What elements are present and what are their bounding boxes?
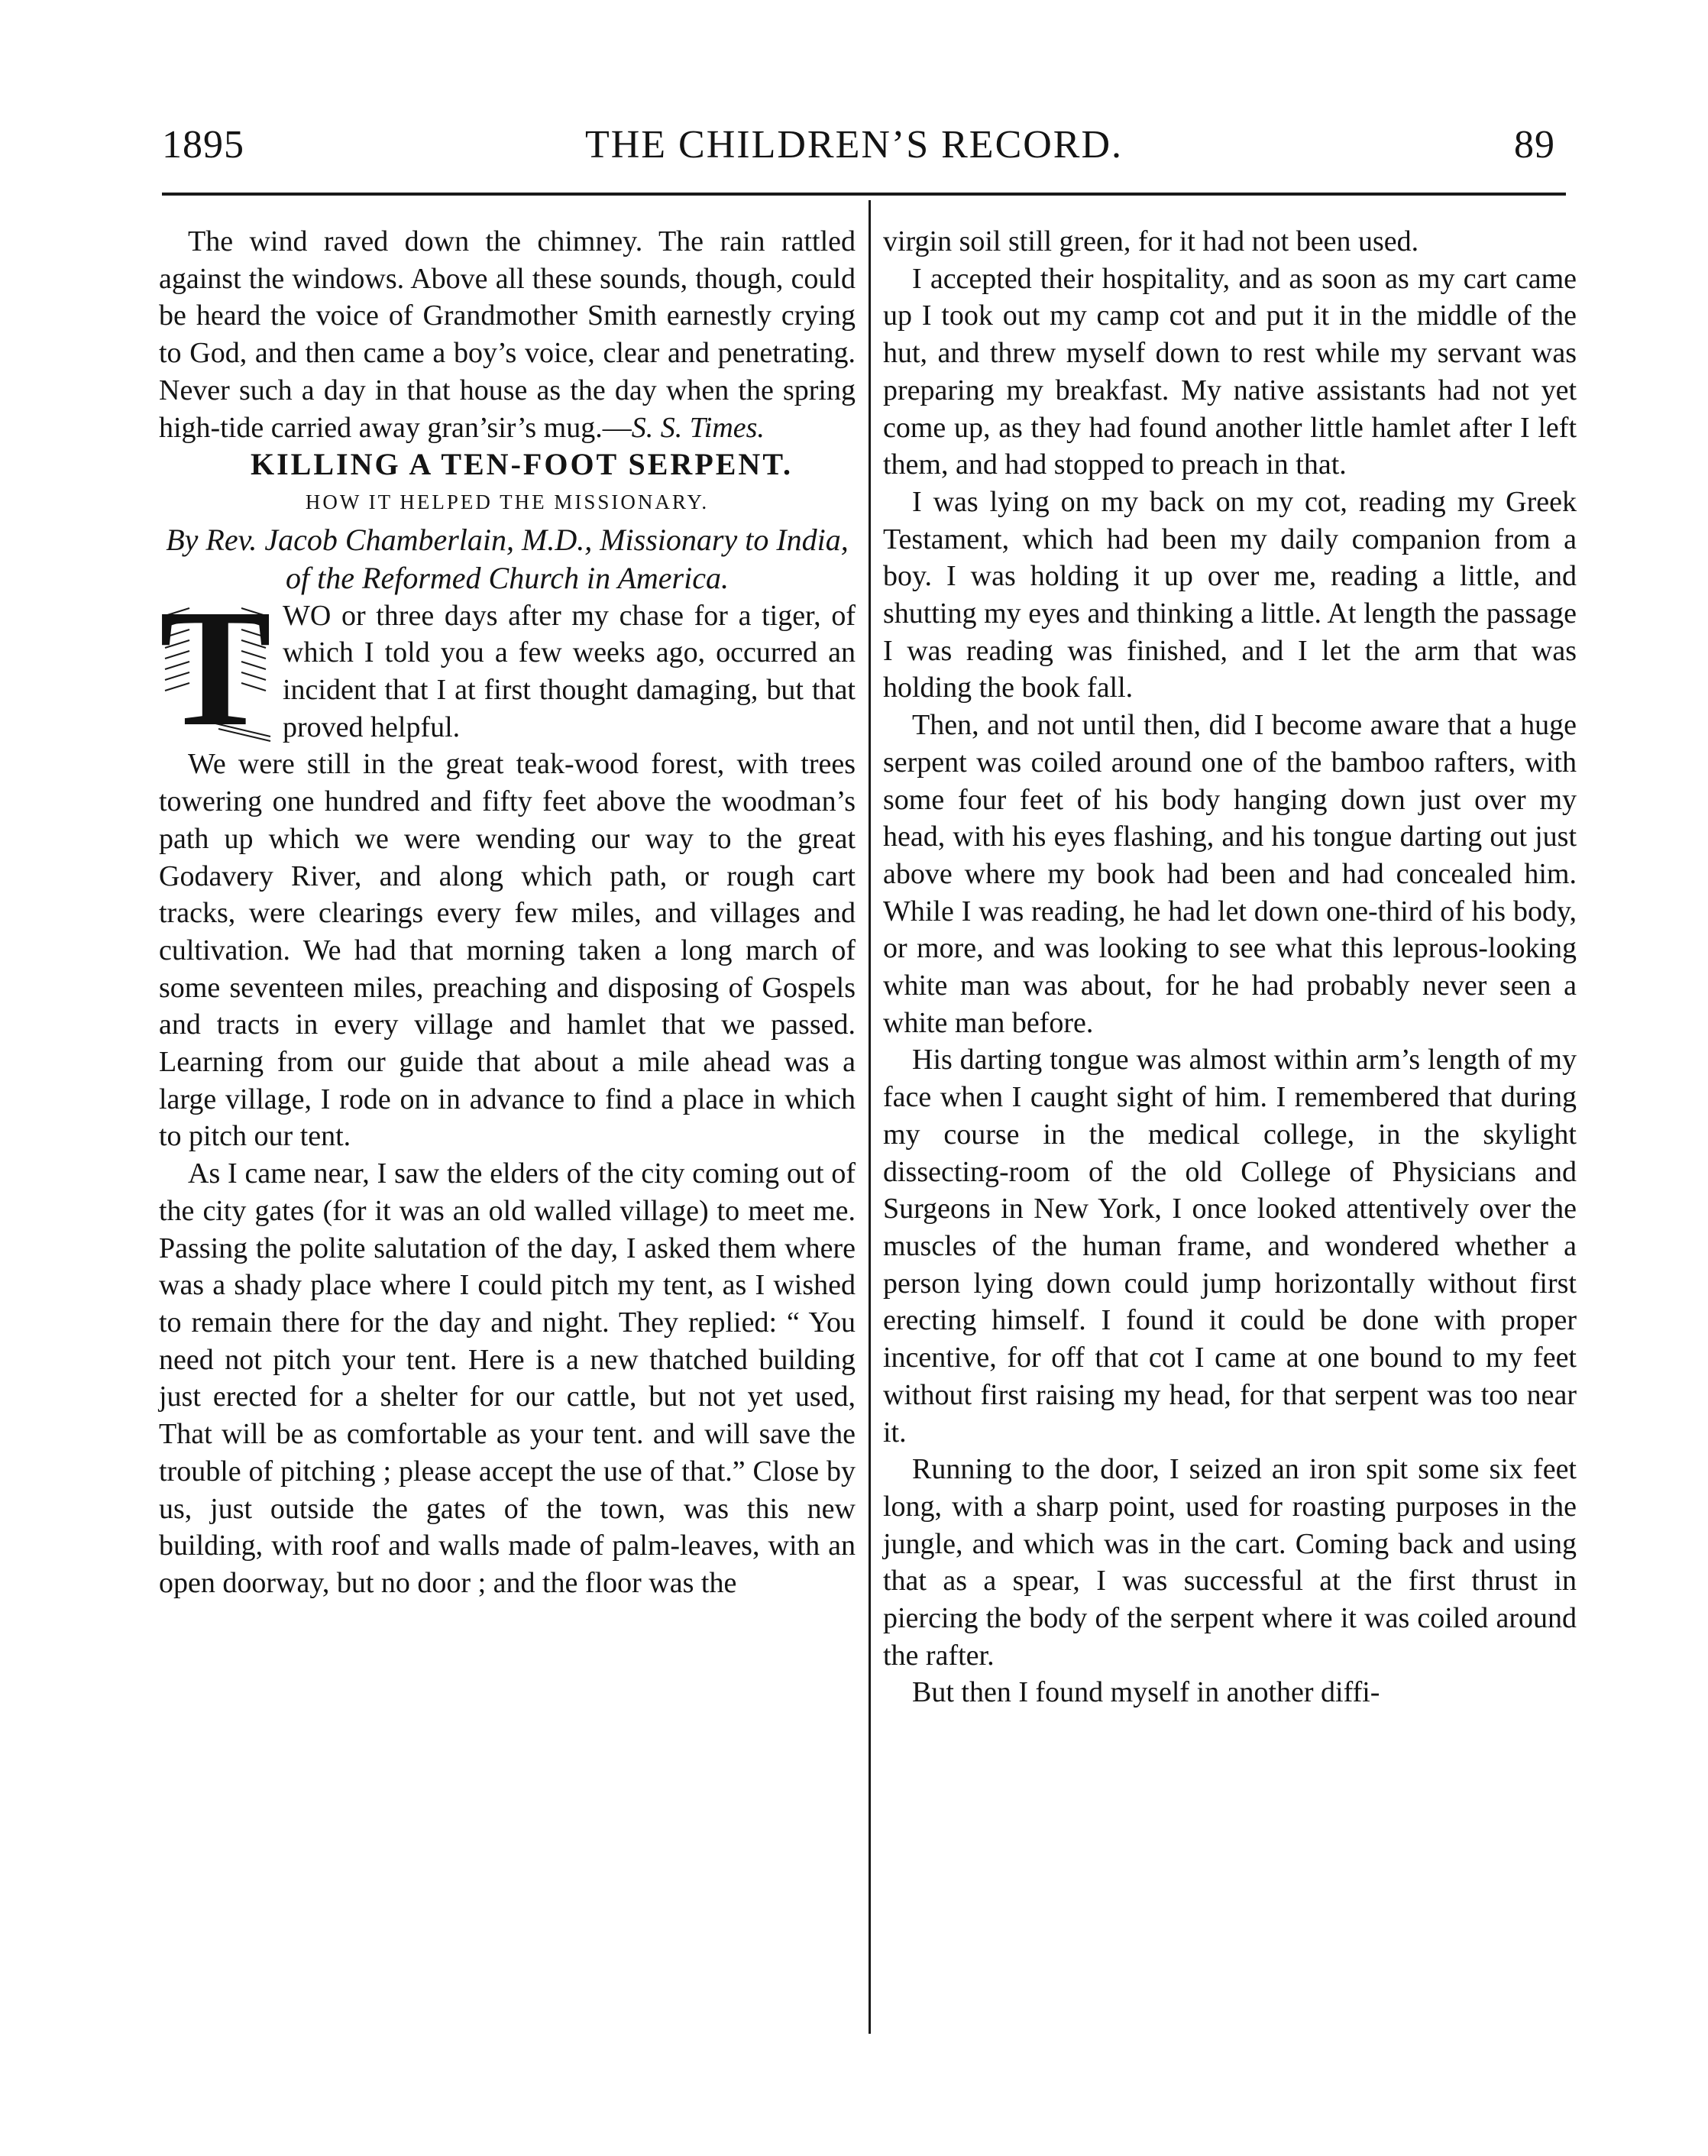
article-title: KILLING A TEN-FOOT SERPENT. [250,447,794,482]
article-paragraph-8: Running to the door, I seized an iron spit some six feet long, with a sharp point, used for roasting purposes in the jungle, and which was in the cart. Coming back and using that as a spear, I was successful at the first thrust in piercing the body of the serpent where it was coiled around the rafter. [883,1453,1577,1672]
left-column [159,223,856,1602]
article-byline: By Rev. Jacob Chamberlain, M.D., Missionary to India, of the Reformed Church in America. [166,522,849,595]
article-paragraph-5: I was lying on my back on my cot, reading my Greek Testament, which had been my daily companion from a boy. I was holding it up over me, reading a little, and shutting my eyes and thinking a little. At length the passage I was reading was finished, and I let the arm that was holding the book fall. [883,485,1577,704]
article-paragraph-6: Then, and not until then, did I become aware that a huge serpent was coiled around one of the bamboo rafters, with some four feet of his body hanging down just over my head, with his eyes flashing, and his tongue darting out just above where my book had been and had concealed him. While I was reading, he had let down one-third of his body, or more, and was looking to see what this leprous-looking white man was about, for he had probably never seen a white man before. [883,709,1577,1039]
right-column [883,223,1577,1711]
article-paragraph-3: As I came near, I saw the elders of the city coming out of the city gates (for it was an old walled village) to meet me. Passing the polite salutation of the day, I asked them where was a shady place where I could pitch my tent, as I wished to remain there for the day and night. They replied: “ You need not pitch your tent. Here is a new thatched building just erected for a shelter for our cattle, but not yet used, That will be as comfortable as your tent. and will save the trouble of pitching ; please accept the use of that.” Close by us, just outside the gates of the town, was this new building, with roof and walls made of palm-leaves, with an open doorway, but no door ; and the floor was the [159,1157,856,1599]
article-paragraph-1-text: WO or three days after my chase for a tiger, of which I told you a few weeks ago, occurred an incident that I at first thought damaging, but that proved helpful. [283,599,856,743]
drop-cap-letter: T [159,574,272,761]
article-paragraph-3-continued: virgin soil still green, for it had not been used. [883,225,1419,257]
header-title: THE CHILDREN’S RECORD. [584,123,1124,167]
column-divider [869,200,871,2034]
drop-cap [159,574,272,761]
header-year: 1895 [162,123,244,167]
article-paragraph-7: His darting tongue was almost within arm’s length of my face when I caught sight of him. I remembered that during my course in the medical college, in the skylight dissecting-room of the old College of Physicians and Surgeons in New York, I once looked attentively over the muscles of the human frame, and wondered whether a person lying down could jump horizontally without first erecting himself. I found it could be done with proper incentive, for off that cot I came at one bound to my feet without first raising my head, for that serpent was too near it. [883,1044,1577,1449]
article-subtitle: HOW IT HELPED THE MISSIONARY. [305,490,710,513]
header-rule [162,193,1566,196]
previous-article-source: S. S. Times. [631,411,765,444]
article-paragraph-4: I accepted their hospitality, and as soon as my cart came up I took out my camp cot and put it in the middle of the hut, and threw myself down to rest while my servant was preparing my breakfast. My native assistants had not yet come up, as they had found another little hamlet after I left them, and had stopped to preach in that. [883,262,1577,481]
article-paragraph-1 [159,574,856,761]
previous-article-ending [159,223,856,446]
article-paragraph-9: But then I found myself in another diffi- [912,1676,1380,1709]
header-page-number: 89 [1514,123,1555,167]
previous-article-text: The wind raved down the chimney. The rain rattled against the windows. Above all these sounds, though, could be heard the voice of Grandmother Smith earnestly crying to God, and then came a boy’s voice, clear and penetrating. Never such a day in that house as the day when the spring high-tide carried away gran’sir’s mug.— [159,225,856,444]
article-paragraph-2: We were still in the great teak-wood forest, with trees towering one hundred and fifty feet above the woodman’s path up which we were wending our way to the great Godavery River, and along which path, or rough cart tracks, were clearings every few miles, and villages and cultivation. We had that morning taken a long march of some seventeen miles, preaching and disposing of Gospels and tracts in every village and hamlet that we passed. Learning from our guide that about a mile ahead was a large village, I rode on in advance to find a place in which to pitch our tent. [159,748,856,1153]
